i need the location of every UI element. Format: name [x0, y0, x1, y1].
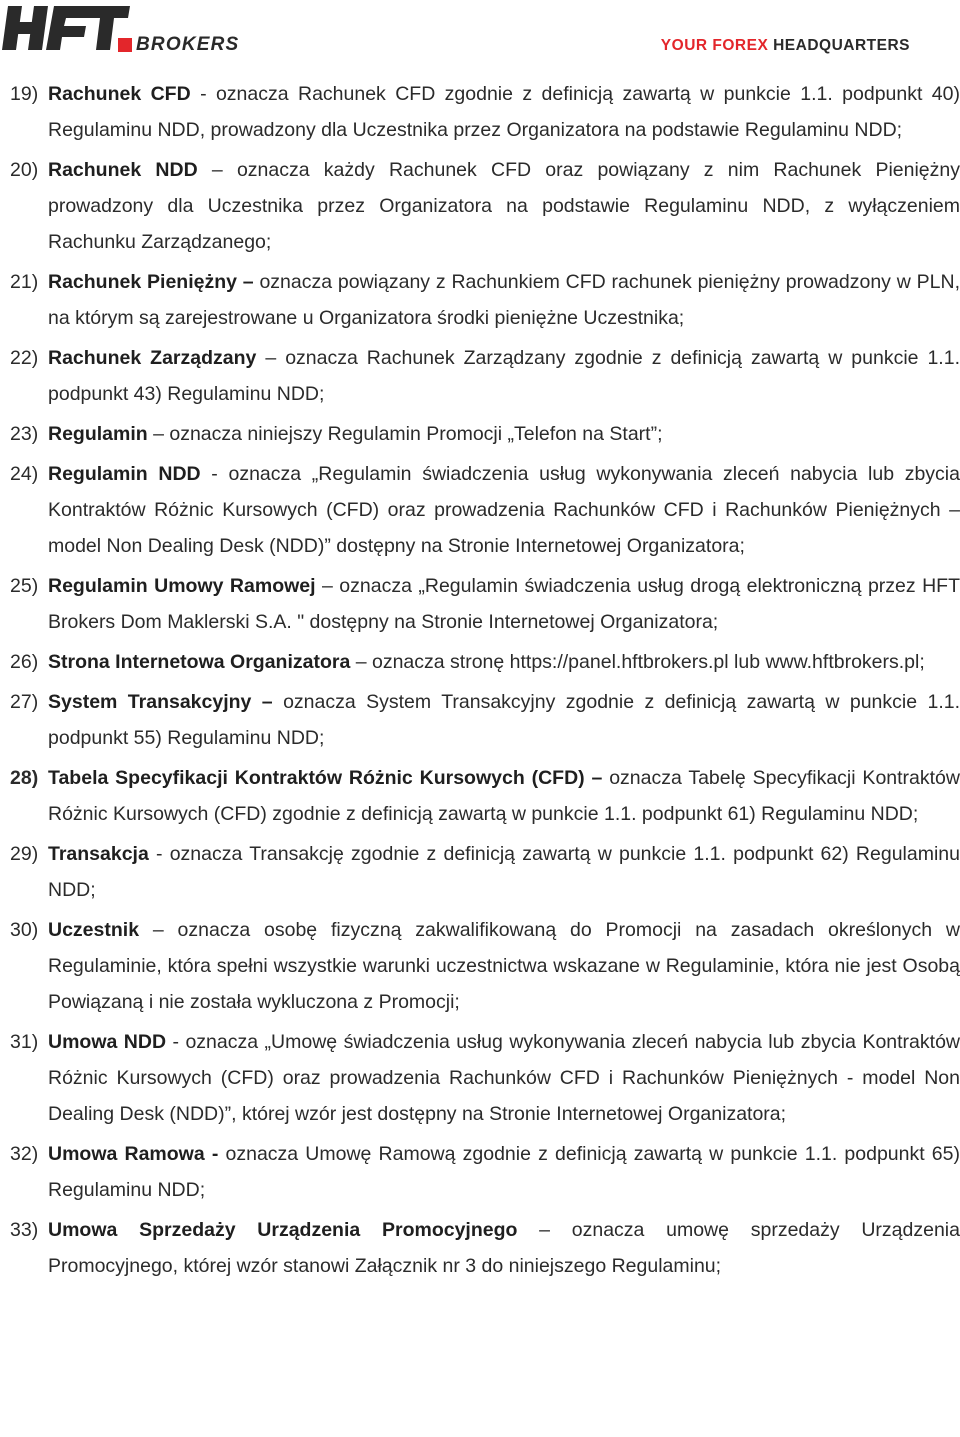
- item-term: Rachunek Pieniężny –: [48, 271, 254, 293]
- item-number: 21): [10, 271, 39, 293]
- item-text: – oznacza „Regulamin świadczenia usług drogą elektroniczną przez HFT Brokers Dom Maklerski S.A. " dostępny na Stronie Internetowej Organizatora;: [48, 575, 960, 633]
- item-number: 31): [10, 1031, 39, 1053]
- item-number: 26): [10, 651, 39, 673]
- item-text: oznacza Tabelę Specyfikacji Kontraktów Różnic Kursowych (CFD) zgodnie z definicją zawartą w punkcie 1.1. podpunkt 61) Regulaminu NDD;: [48, 767, 960, 825]
- tagline-dark: HEADQUARTERS: [773, 37, 910, 54]
- logo-brokers-text: BROKERS: [136, 34, 240, 55]
- item-term: System Transakcyjny –: [48, 691, 273, 713]
- definition-item: [10, 1212, 960, 1284]
- item-text: oznacza powiązany z Rachunkiem CFD rachunek pieniężny prowadzony w PLN, na którym są zarejestrowane u Organizatora środki pieniężne Uczestnika;: [48, 271, 960, 329]
- item-text: – oznacza Rachunek Zarządzany zgodnie z definicją zawartą w punkcie 1.1. podpunkt 43) Regulaminu NDD;: [48, 347, 960, 405]
- item-term: Rachunek NDD: [48, 159, 198, 181]
- definitions-list: [10, 76, 960, 1288]
- definition-item: [10, 912, 960, 1020]
- definition-item: [10, 76, 960, 148]
- item-text: oznacza Umowę Ramową zgodnie z definicją zawartą w punkcie 1.1. podpunkt 65) Regulaminu NDD;: [48, 1143, 960, 1201]
- item-term: Rachunek Zarządzany: [48, 347, 257, 369]
- item-text: - oznacza Rachunek CFD zgodnie z definicją zawartą w punkcie 1.1. podpunkt 40) Regulaminu NDD, prowadzony dla Uczestnika przez Organizatora na podstawie Regulaminu NDD;: [48, 83, 960, 141]
- item-number: 20): [10, 159, 39, 181]
- item-text: – oznacza osobę fizyczną zakwalifikowaną do Promocji na zasadach określonych w Regulaminie, która spełni wszystkie warunki uczestnictwa wskazane w Regulaminie, która nie jest Osobą Powiązaną i nie została wykluczona z Promocji;: [48, 919, 960, 1013]
- item-text: - oznacza Transakcję zgodnie z definicją zawartą w punkcie 1.1. podpunkt 62) Regulaminu NDD;: [48, 843, 960, 901]
- item-term: Regulamin NDD: [48, 463, 201, 485]
- logo-red-square: [118, 38, 132, 52]
- item-text: – oznacza każdy Rachunek CFD oraz powiązany z nim Rachunek Pieniężny prowadzony dla Uczestnika przez Organizatora na podstawie Regulaminu NDD, z wyłączeniem Rachunku Zarządzanego;: [48, 159, 960, 253]
- item-term: Tabela Specyfikacji Kontraktów Różnic Kursowych (CFD) –: [48, 767, 603, 789]
- item-term: Uczestnik: [48, 919, 140, 941]
- item-number: 30): [10, 919, 39, 941]
- definition-item: [10, 264, 960, 336]
- item-term: Umowa Ramowa -: [48, 1143, 219, 1165]
- item-number: 32): [10, 1143, 39, 1165]
- tagline-red: YOUR FOREX: [660, 37, 769, 54]
- definition-item: [10, 760, 960, 832]
- definition-item: [10, 340, 960, 412]
- item-number: 33): [10, 1219, 39, 1241]
- item-term: Umowa NDD: [48, 1031, 167, 1053]
- definition-item: [10, 644, 960, 680]
- definition-item: [10, 1136, 960, 1208]
- tagline: [661, 37, 910, 55]
- item-number: 24): [10, 463, 39, 485]
- page-header: [0, 0, 960, 60]
- item-text: – oznacza niniejszy Regulamin Promocji „Telefon na Start”;: [147, 423, 663, 445]
- definition-item: [10, 152, 960, 260]
- definition-item: [10, 836, 960, 908]
- item-number: 29): [10, 843, 39, 865]
- item-term: Transakcja: [48, 843, 149, 865]
- item-term: Regulamin: [48, 423, 148, 445]
- item-text: - oznacza „Regulamin świadczenia usług wykonywania zleceń nabycia lub zbycia Kontraktów Różnic Kursowych (CFD) oraz prowadzenia Rachunków CFD i Rachunków Pieniężnych – model Non Dealing Desk (NDD)” dostępny na Stronie Internetowej Organizatora;: [48, 463, 960, 557]
- item-text: oznacza System Transakcyjny zgodnie z definicją zawartą w punkcie 1.1. podpunkt 55) Regulaminu NDD;: [48, 691, 960, 749]
- item-number: 28): [10, 767, 39, 789]
- definition-item: [10, 684, 960, 756]
- item-text: – oznacza stronę https://panel.hftbrokers.pl lub www.hftbrokers.pl;: [350, 651, 925, 673]
- definition-item: [10, 416, 960, 452]
- item-text: – oznacza umowę sprzedaży Urządzenia Promocyjnego, której wzór stanowi Załącznik nr 3 do niniejszego Regulaminu;: [48, 1219, 960, 1277]
- item-number: 25): [10, 575, 39, 597]
- item-term: Strona Internetowa Organizatora: [48, 651, 351, 673]
- item-term: Regulamin Umowy Ramowej: [48, 575, 316, 597]
- definition-item: [10, 1024, 960, 1132]
- item-number: 22): [10, 347, 39, 369]
- item-text: - oznacza „Umowę świadczenia usług wykonywania zleceń nabycia lub zbycia Kontraktów Różnic Kursowych (CFD) oraz prowadzenia Rachunków CFD i Rachunków Pieniężnych - model Non Dealing Desk (NDD)”, której wzór jest dostępny na Stronie Internetowej Organizatora;: [48, 1031, 960, 1125]
- definition-item: [10, 456, 960, 564]
- definition-item: [10, 568, 960, 640]
- item-term: Umowa Sprzedaży Urządzenia Promocyjnego: [48, 1219, 518, 1241]
- hft-brokers-logo: [2, 2, 242, 56]
- item-number: 27): [10, 691, 39, 713]
- item-term: Rachunek CFD: [48, 83, 191, 105]
- item-number: 23): [10, 423, 39, 445]
- item-number: 19): [10, 83, 39, 105]
